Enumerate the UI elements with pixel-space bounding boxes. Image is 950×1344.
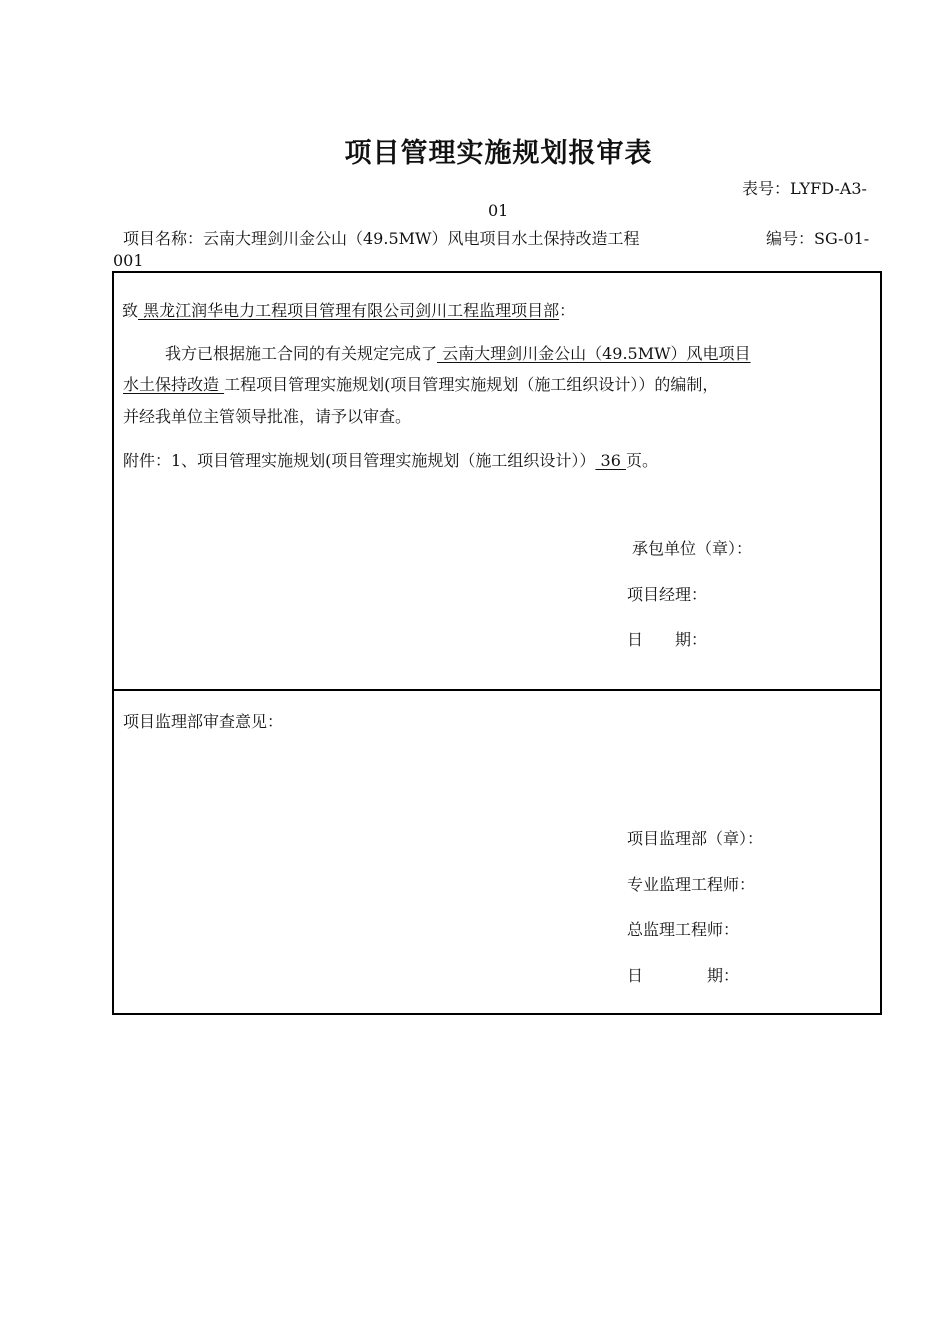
- chief-engineer: 总监理工程师：: [627, 920, 740, 939]
- attachment-pages: 36: [595, 451, 626, 470]
- addressee-suffix: ：: [559, 301, 576, 320]
- attachment-unit: 页。: [625, 451, 658, 470]
- body-text: 我方已根据施工合同的有关规定完成了: [165, 344, 438, 363]
- section-divider: [112, 689, 882, 691]
- attachment-text: 附件：1、项目管理实施规划(项目管理实施规划（施工组织设计））: [123, 451, 596, 470]
- contractor-date: 日 期：: [627, 630, 708, 649]
- body-line-2: [123, 372, 718, 395]
- body-line-3: 并经我单位主管领导批准，请予以审查。: [123, 407, 412, 426]
- project-name-filled: 云南大理剑川金公山（49.5MW）风电项目: [437, 344, 751, 363]
- project-manager: 项目经理：: [627, 585, 708, 604]
- review-opinion-heading: 项目监理部审查意见：: [123, 712, 284, 731]
- body-text: 工程项目管理实施规划(项目管理实施规划（施工组织设计））的编制，: [224, 375, 719, 394]
- page-title: 项目管理实施规划报审表: [344, 138, 653, 169]
- addressee-org: 黑龙江润华电力工程项目管理有限公司剑川工程监理项目部: [138, 301, 560, 320]
- addressee-line: [122, 298, 575, 321]
- form-number: 表号：LYFD-A3-: [742, 179, 867, 198]
- supervision-date: 日 期：: [627, 966, 740, 985]
- supervision-dept-seal: 项目监理部（章）：: [627, 829, 764, 848]
- project-name-filled-cont: 水土保持改造: [123, 375, 225, 394]
- contractor-seal: 承包单位（章）：: [632, 539, 753, 558]
- specialist-engineer: 专业监理工程师：: [627, 875, 756, 894]
- serial-number: 编号：SG-01-: [766, 229, 870, 248]
- serial-number-wrap: 001: [113, 251, 144, 270]
- attachment-line: [123, 448, 658, 471]
- project-name: 项目名称：云南大理剑川金公山（49.5MW）风电项目水土保持改造工程: [123, 229, 640, 248]
- body-line-1: [165, 341, 751, 364]
- form-number-wrap: 01: [488, 201, 509, 220]
- addressee-prefix: 致: [122, 301, 139, 320]
